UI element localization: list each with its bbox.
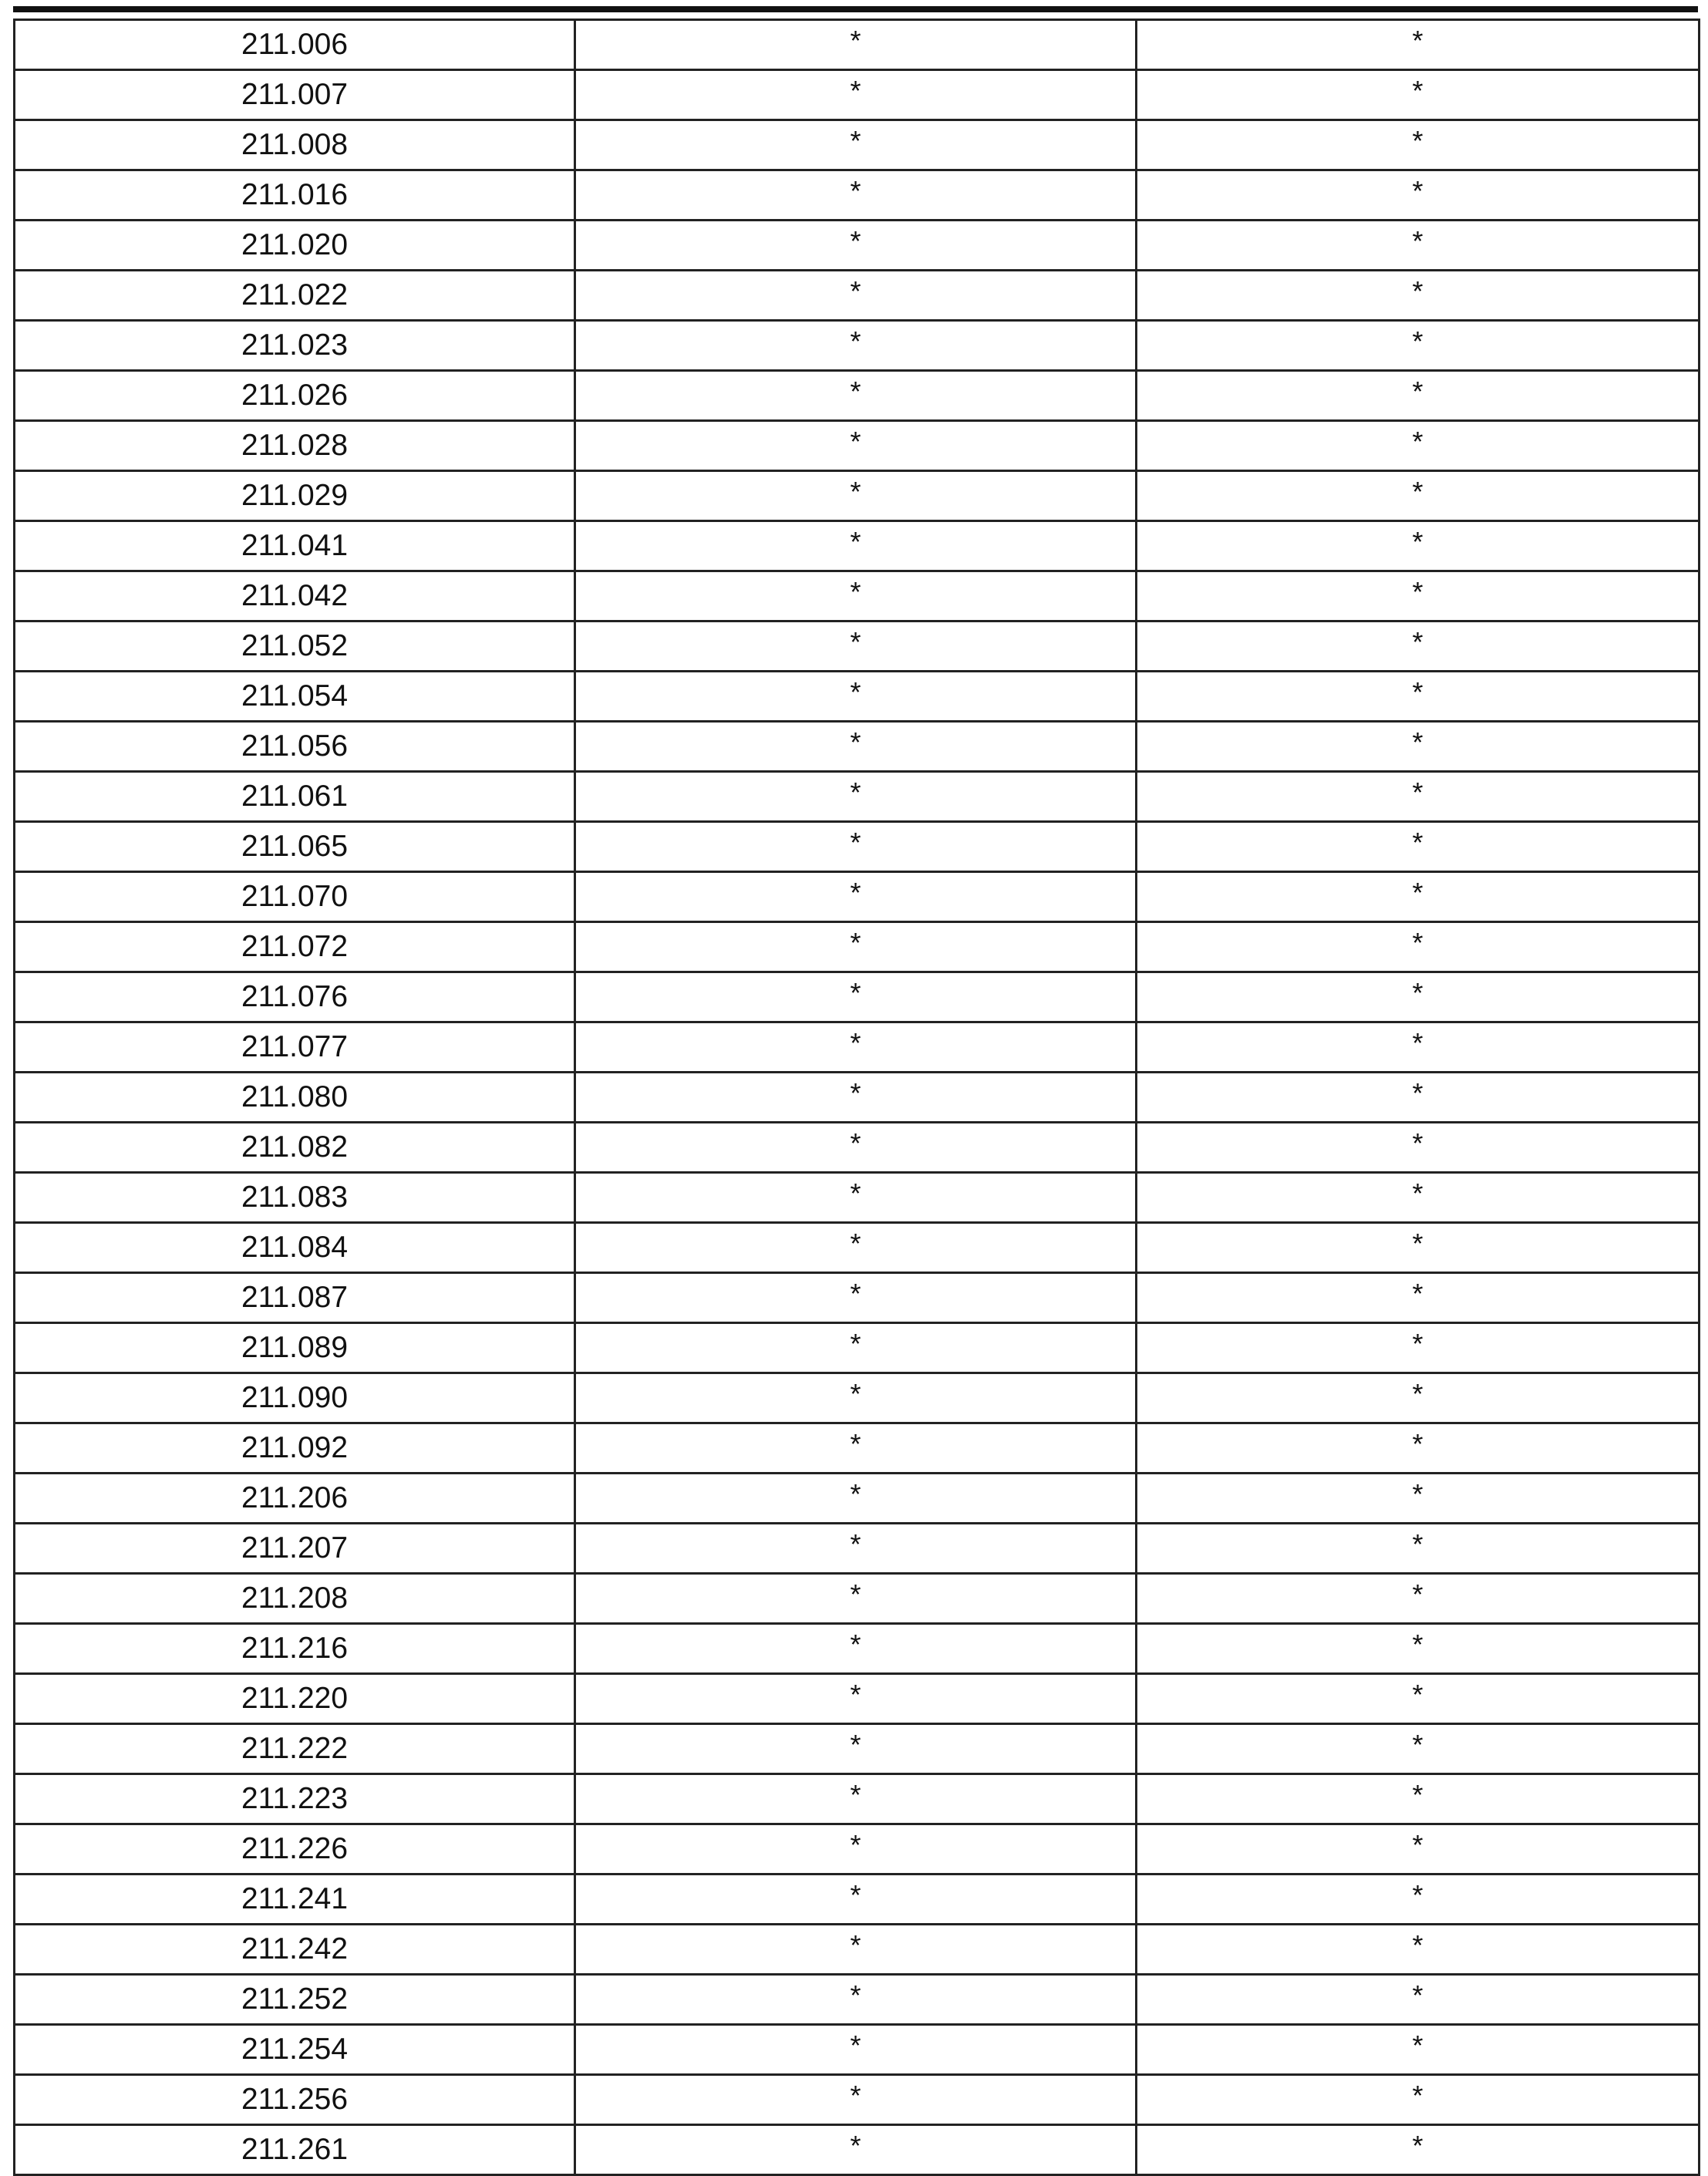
code-cell: 211.008	[15, 120, 575, 170]
column-3-cell: *	[1137, 471, 1700, 521]
code-cell: 211.226	[15, 1824, 575, 1875]
column-3-cell: *	[1137, 1524, 1700, 1574]
column-2-cell: *	[575, 321, 1137, 371]
table-row	[15, 1674, 1700, 1724]
code-cell: 211.208	[15, 1574, 575, 1624]
column-3-cell: *	[1137, 2075, 1700, 2125]
column-2-cell: *	[575, 1073, 1137, 1123]
column-3-cell: *	[1137, 1022, 1700, 1073]
table-row	[15, 70, 1700, 120]
column-2-cell: *	[575, 772, 1137, 822]
table-row	[15, 872, 1700, 922]
code-cell: 211.254	[15, 2025, 575, 2075]
table-row	[15, 1273, 1700, 1323]
data-table	[13, 19, 1700, 2176]
column-2-cell: *	[575, 20, 1137, 70]
table-row	[15, 1073, 1700, 1123]
column-3-cell: *	[1137, 221, 1700, 271]
table-row	[15, 1774, 1700, 1824]
column-2-cell: *	[575, 221, 1137, 271]
code-cell: 211.056	[15, 722, 575, 772]
column-2-cell: *	[575, 2075, 1137, 2125]
code-cell: 211.089	[15, 1323, 575, 1373]
code-cell: 211.080	[15, 1073, 575, 1123]
table-row	[15, 1925, 1700, 1975]
column-3-cell: *	[1137, 1223, 1700, 1273]
code-cell: 211.029	[15, 471, 575, 521]
code-cell: 211.216	[15, 1624, 575, 1674]
code-cell: 211.070	[15, 872, 575, 922]
column-2-cell: *	[575, 70, 1137, 120]
column-2-cell: *	[575, 120, 1137, 170]
column-2-cell: *	[575, 1925, 1137, 1975]
column-2-cell: *	[575, 1624, 1137, 1674]
code-cell: 211.052	[15, 621, 575, 672]
column-3-cell: *	[1137, 421, 1700, 471]
column-3-cell: *	[1137, 1423, 1700, 1474]
column-3-cell: *	[1137, 521, 1700, 571]
table-row	[15, 120, 1700, 170]
table-row	[15, 722, 1700, 772]
column-3-cell: *	[1137, 271, 1700, 321]
column-2-cell: *	[575, 972, 1137, 1022]
column-3-cell: *	[1137, 1674, 1700, 1724]
column-3-cell: *	[1137, 70, 1700, 120]
table-row	[15, 421, 1700, 471]
table-row	[15, 1824, 1700, 1875]
code-cell: 211.083	[15, 1173, 575, 1223]
code-cell: 211.090	[15, 1373, 575, 1423]
column-2-cell: *	[575, 1323, 1137, 1373]
code-cell: 211.256	[15, 2075, 575, 2125]
column-3-cell: *	[1137, 722, 1700, 772]
column-2-cell: *	[575, 822, 1137, 872]
code-cell: 211.252	[15, 1975, 575, 2025]
column-3-cell: *	[1137, 1724, 1700, 1774]
table-row	[15, 621, 1700, 672]
code-cell: 211.082	[15, 1123, 575, 1173]
table-row	[15, 672, 1700, 722]
table-row	[15, 1173, 1700, 1223]
table-row	[15, 1474, 1700, 1524]
code-cell: 211.223	[15, 1774, 575, 1824]
column-3-cell: *	[1137, 1925, 1700, 1975]
column-2-cell: *	[575, 1774, 1137, 1824]
column-2-cell: *	[575, 1474, 1137, 1524]
column-2-cell: *	[575, 1022, 1137, 1073]
table-row	[15, 521, 1700, 571]
code-cell: 211.016	[15, 170, 575, 221]
column-3-cell: *	[1137, 872, 1700, 922]
column-3-cell: *	[1137, 120, 1700, 170]
column-2-cell: *	[575, 271, 1137, 321]
column-2-cell: *	[575, 2025, 1137, 2075]
code-cell: 211.007	[15, 70, 575, 120]
code-cell: 211.087	[15, 1273, 575, 1323]
table-row	[15, 2125, 1700, 2175]
code-cell: 211.220	[15, 1674, 575, 1724]
column-3-cell: *	[1137, 1875, 1700, 1925]
table-row	[15, 1223, 1700, 1273]
table-row	[15, 2075, 1700, 2125]
column-2-cell: *	[575, 2125, 1137, 2175]
column-3-cell: *	[1137, 1574, 1700, 1624]
column-2-cell: *	[575, 1173, 1137, 1223]
column-3-cell: *	[1137, 672, 1700, 722]
code-cell: 211.207	[15, 1524, 575, 1574]
column-3-cell: *	[1137, 2125, 1700, 2175]
column-3-cell: *	[1137, 1774, 1700, 1824]
column-2-cell: *	[575, 1724, 1137, 1774]
column-3-cell: *	[1137, 170, 1700, 221]
column-2-cell: *	[575, 1373, 1137, 1423]
column-3-cell: *	[1137, 1373, 1700, 1423]
column-3-cell: *	[1137, 2025, 1700, 2075]
column-3-cell: *	[1137, 1173, 1700, 1223]
column-2-cell: *	[575, 922, 1137, 972]
column-3-cell: *	[1137, 621, 1700, 672]
table-row	[15, 1373, 1700, 1423]
column-2-cell: *	[575, 1674, 1137, 1724]
column-3-cell: *	[1137, 922, 1700, 972]
column-3-cell: *	[1137, 1474, 1700, 1524]
column-2-cell: *	[575, 1975, 1137, 2025]
table-row	[15, 321, 1700, 371]
column-2-cell: *	[575, 521, 1137, 571]
column-3-cell: *	[1137, 1824, 1700, 1875]
column-3-cell: *	[1137, 1073, 1700, 1123]
column-2-cell: *	[575, 371, 1137, 421]
table-body	[15, 20, 1700, 2175]
column-3-cell: *	[1137, 1624, 1700, 1674]
code-cell: 211.092	[15, 1423, 575, 1474]
table-row	[15, 20, 1700, 70]
column-3-cell: *	[1137, 772, 1700, 822]
code-cell: 211.222	[15, 1724, 575, 1774]
column-2-cell: *	[575, 1273, 1137, 1323]
code-cell: 211.006	[15, 20, 575, 70]
column-3-cell: *	[1137, 571, 1700, 621]
table-row	[15, 1574, 1700, 1624]
code-cell: 211.076	[15, 972, 575, 1022]
column-3-cell: *	[1137, 321, 1700, 371]
table-row	[15, 170, 1700, 221]
column-2-cell: *	[575, 170, 1137, 221]
column-3-cell: *	[1137, 20, 1700, 70]
table-row	[15, 571, 1700, 621]
table-row	[15, 271, 1700, 321]
code-cell: 211.022	[15, 271, 575, 321]
code-cell: 211.041	[15, 521, 575, 571]
table-row	[15, 1022, 1700, 1073]
top-rule	[13, 6, 1698, 12]
code-cell: 211.206	[15, 1474, 575, 1524]
column-2-cell: *	[575, 1875, 1137, 1925]
column-2-cell: *	[575, 672, 1137, 722]
column-3-cell: *	[1137, 822, 1700, 872]
table-row	[15, 772, 1700, 822]
column-2-cell: *	[575, 421, 1137, 471]
column-2-cell: *	[575, 1123, 1137, 1173]
table-row	[15, 1524, 1700, 1574]
table-row	[15, 1123, 1700, 1173]
column-2-cell: *	[575, 872, 1137, 922]
code-cell: 211.054	[15, 672, 575, 722]
table-row	[15, 221, 1700, 271]
code-cell: 211.077	[15, 1022, 575, 1073]
table-row	[15, 1724, 1700, 1774]
code-cell: 211.084	[15, 1223, 575, 1273]
column-3-cell: *	[1137, 1123, 1700, 1173]
table-row	[15, 1323, 1700, 1373]
table-row	[15, 1624, 1700, 1674]
column-2-cell: *	[575, 1423, 1137, 1474]
column-2-cell: *	[575, 1524, 1137, 1574]
column-3-cell: *	[1137, 371, 1700, 421]
code-cell: 211.065	[15, 822, 575, 872]
column-2-cell: *	[575, 621, 1137, 672]
code-cell: 211.020	[15, 221, 575, 271]
column-2-cell: *	[575, 571, 1137, 621]
table-row	[15, 1875, 1700, 1925]
code-cell: 211.241	[15, 1875, 575, 1925]
column-3-cell: *	[1137, 1975, 1700, 2025]
table-row	[15, 972, 1700, 1022]
code-cell: 211.072	[15, 922, 575, 972]
column-2-cell: *	[575, 1574, 1137, 1624]
code-cell: 211.028	[15, 421, 575, 471]
table-row	[15, 1423, 1700, 1474]
column-2-cell: *	[575, 471, 1137, 521]
column-3-cell: *	[1137, 1273, 1700, 1323]
column-2-cell: *	[575, 722, 1137, 772]
code-cell: 211.242	[15, 1925, 575, 1975]
code-cell: 211.023	[15, 321, 575, 371]
table-row	[15, 1975, 1700, 2025]
column-2-cell: *	[575, 1824, 1137, 1875]
code-cell: 211.061	[15, 772, 575, 822]
table-row	[15, 471, 1700, 521]
table-row	[15, 922, 1700, 972]
code-cell: 211.261	[15, 2125, 575, 2175]
column-3-cell: *	[1137, 972, 1700, 1022]
column-3-cell: *	[1137, 1323, 1700, 1373]
column-2-cell: *	[575, 1223, 1137, 1273]
table-row	[15, 371, 1700, 421]
code-cell: 211.026	[15, 371, 575, 421]
table-row	[15, 2025, 1700, 2075]
table-row	[15, 822, 1700, 872]
code-cell: 211.042	[15, 571, 575, 621]
